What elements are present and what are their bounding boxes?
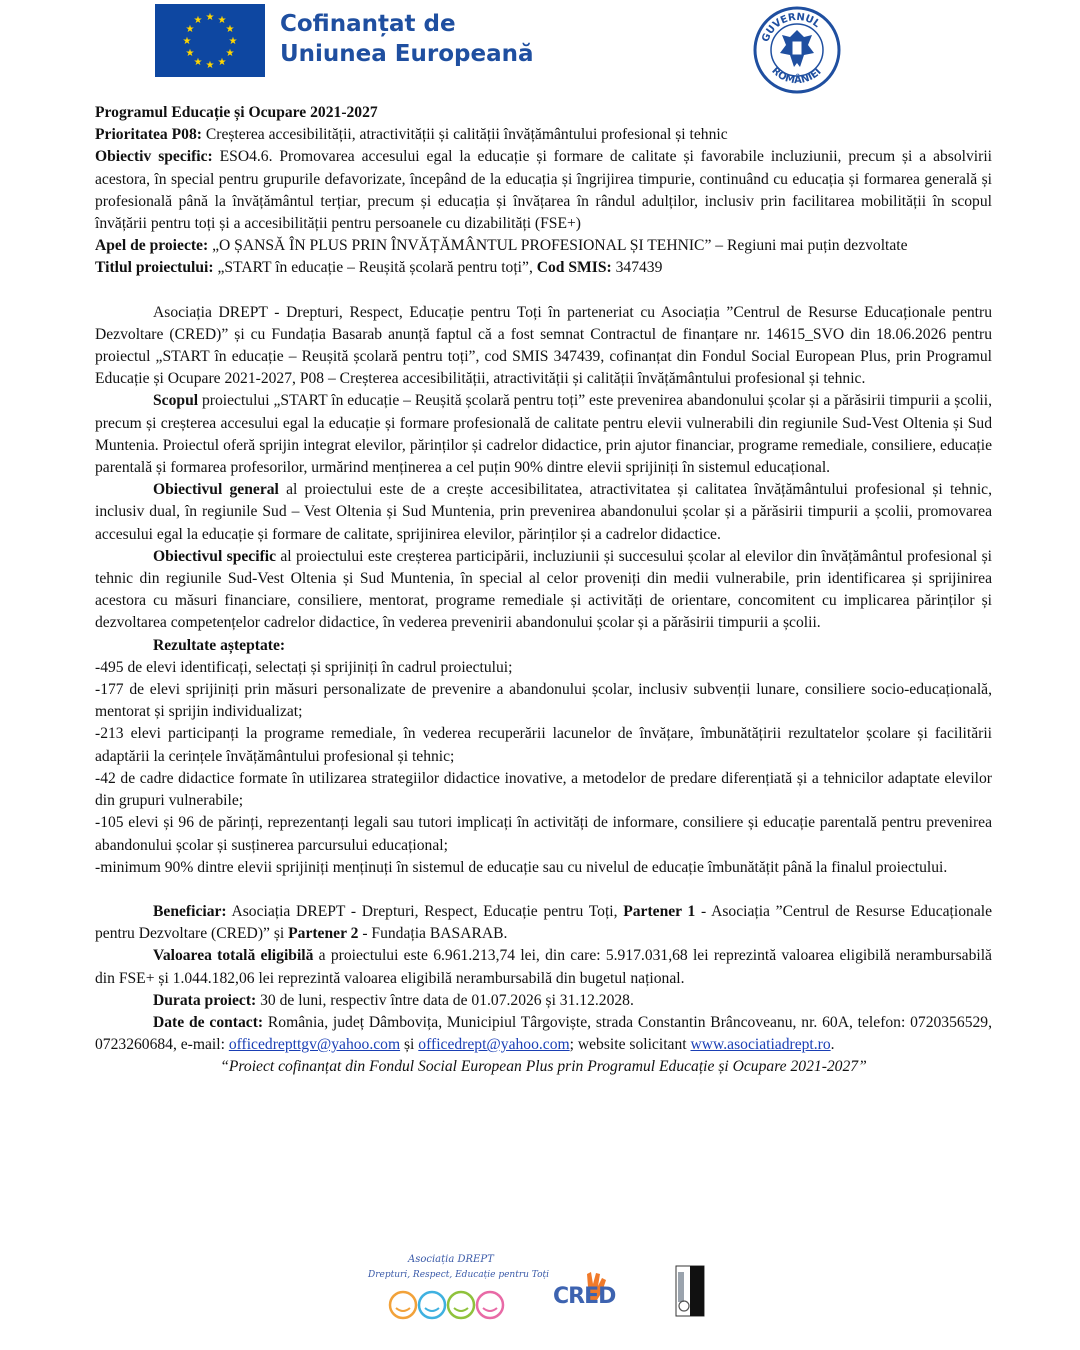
objective-line [95, 146, 992, 235]
program-title: Programul Educație și Ocupare 2021-2027 [95, 104, 378, 121]
svg-text:★: ★ [228, 36, 238, 47]
call-text: „O ȘANSĂ ÎN PLUS PRIN ÎNVĂȚĂMÂNTUL PROFESIONAL ȘI TEHNIC” – Regiuni mai puțin dezvoltate [208, 237, 908, 255]
value-text: a proiectului este 6.961.213,74 lei, din care: 5.917.031,68 lei reprezintă valoarea eligibilă nerambursabilă din FSE+ și 1.044.182,06 lei reprezintă valoarea eligibilă nerambursabilă din bugetul național. [95, 947, 992, 987]
objective-label: Obiectiv specific: [95, 148, 213, 166]
period: . [830, 1036, 835, 1054]
basarab-logo [672, 1262, 708, 1320]
general-objective-text: al proiectului este de a crește accesibilitatea, atractivitatea și calitatea învățământului profesional și tehnic, inclusiv dual, în regiunile Sud – Vest Oltenia și Sud Muntenia, prin prevenirea abandonului școlar și a părăsirii timpurii a școlii, promovarea accesului egal la educație și formare de calitate, sprijinirea elevilor, părinților și a cadrelor didactice. [95, 481, 992, 543]
eu-logo-line2: Uniunea Europeană [280, 41, 534, 67]
cofinancing-quote: “Proiect cofinanțat din Fondul Social European Plus prin Programul Educație și Ocupare 2021-2027” [220, 1058, 867, 1076]
results-heading [95, 635, 992, 657]
contact-paragraph [95, 1012, 992, 1056]
general-objective-label: Obiectivul general [153, 481, 279, 499]
svg-text:★: ★ [217, 15, 227, 26]
priority-text: Creșterea accesibilității, atractivității și calității învățământului profesional și tehnic [201, 126, 728, 144]
email-link-1[interactable]: officedrepttgv@yahoo.com [228, 1036, 401, 1054]
header [0, 0, 1080, 96]
result-item: -495 de elevi identificați, selectați și sprijiniți în cadrul proiectului; [95, 658, 513, 676]
general-objective-paragraph [95, 479, 992, 546]
contact-text: România, județ Dâmbovița, Municipiul Târgoviște, strada Constantin Brâncoveanu, nr. 60A, telefon: 0720356529, 0723260684, e-mail: [95, 1013, 992, 1054]
romanian-government-seal-icon [752, 5, 842, 95]
partner2-label: Partener 2 [288, 925, 359, 943]
partner2-text: - Fundația BASARAB. [358, 925, 508, 943]
partner1-text: - Asociația ”Centrul de Resurse Educaționale pentru Dezvoltare (CRED)” și [95, 902, 992, 943]
contact-label: Date de contact: [153, 1013, 264, 1031]
intro-paragraph: Asociația DREPT - Drepturi, Respect, Educație pentru Toți în parteneriat cu Asociația ”Centrul de Resurse Educaționale pentru Dezvoltare (CRED)” și cu Fundația Basarab anunță faptul că a fost semnat Contractul de finanțare nr. 14615_SVO din 18.06.2026 pentru proiectul „START în educație – Reușită școlară pentru toți”, cod SMIS 347439, cofinanțat din Fondul Social European Plus, prin Programul Educație și Ocupare 2021-2027, P08 – Creșterea accesibilității, atractivității și calității învățământului profesional și tehnic. [95, 303, 992, 388]
objective-text: ESO4.6. Promovarea accesului egal la educație și formare de calitate și favorabile incluziunii, precum și a absolvirii acestora, în special pentru grupurile defavorizate, începând de la educația și îngrijirea timpurie, continuând cu educația și formarea generală și profesională până la învățământul terțiar, precum și educația și învățarea în rândul adulților, inclusiv prin facilitarea mobilității în scopul învățării pentru toți și a accesibilității pentru persoanele cu dizabilități (FSE+) [95, 148, 992, 233]
eu-flag-icon [155, 4, 265, 77]
svg-text:★: ★ [193, 15, 203, 26]
svg-text:★: ★ [182, 36, 192, 47]
cred-logo [553, 1270, 633, 1316]
call-line [95, 235, 992, 257]
announcement-text [95, 102, 992, 1079]
svg-text:★: ★ [193, 57, 203, 68]
project-title-text: „START în educație – Reușită școlară pentru toți”, [213, 259, 537, 277]
spacer [95, 879, 992, 901]
result-item: -105 elevi și 96 de părinți, reprezentanți legali sau tutori implicați în activități de informare, consiliere și educație parentală pentru prevenirea abandonului școlar și susținerea parcursului educațional; [95, 814, 992, 854]
scope-paragraph [95, 390, 992, 479]
eu-logo-line1: Cofinanțat de [280, 11, 456, 37]
results-label: Rezultate așteptate: [153, 636, 286, 654]
svg-text:★: ★ [217, 57, 227, 68]
cred-logo-text: CRED [553, 1284, 616, 1309]
smis-code: 347439 [611, 259, 663, 277]
priority-label: Prioritatea P08: [95, 126, 202, 144]
result-item: -177 de elevi sprijiniți prin măsuri personalizate de prevenire a abandonului școlar, inclusiv subvenții lunare, consiliere socio-educațională, mentorat și sprijin individualizat; [95, 681, 992, 721]
svg-text:★: ★ [185, 48, 195, 59]
svg-text:★: ★ [205, 60, 215, 71]
svg-text:★: ★ [225, 48, 235, 59]
svg-text:★: ★ [185, 24, 195, 35]
eu-cofinancing-logo [155, 2, 540, 78]
priority-line [95, 124, 992, 146]
smiley-faces-icon [388, 1288, 508, 1322]
program-heading [95, 102, 992, 124]
svg-text:★: ★ [225, 24, 235, 35]
website-label: ; website solicitant [569, 1036, 691, 1054]
result-item: -minimum 90% dintre elevii sprijiniți menținuți în sistemul de educație sau cu nivelul de educație îmbunătățit până la finalul proiectului. [95, 858, 948, 876]
value-label: Valoarea totală eligibilă [153, 947, 314, 965]
drept-logo-title: Asociația DREPT [408, 1254, 494, 1265]
partner1-label: Partener 1 [623, 902, 696, 920]
value-paragraph [95, 945, 992, 989]
beneficiary-label: Beneficiar: [153, 902, 227, 920]
scope-label: Scopul [153, 392, 199, 410]
svg-text:GUVERNUL: GUVERNUL [760, 11, 822, 44]
basarab-emblem-icon [672, 1262, 708, 1320]
email-link-2[interactable]: officedrept@yahoo.com [418, 1036, 570, 1054]
drept-logo [364, 1254, 550, 1324]
duration-text: 30 de luni, respectiv între data de 01.07.2026 și 31.12.2028. [256, 991, 634, 1009]
call-label: Apel de proiecte: [95, 237, 209, 255]
smis-label: Cod SMIS: [536, 259, 612, 277]
spacer [95, 280, 992, 302]
duration-paragraph [95, 990, 992, 1012]
specific-objective-label: Obiectivul specific [153, 547, 277, 565]
drept-logo-subtitle: Drepturi, Respect, Educație pentru Toți [368, 1270, 550, 1280]
footer-logos [0, 1250, 1080, 1330]
duration-label: Durata proiect: [153, 991, 257, 1009]
specific-objective-paragraph [95, 546, 992, 635]
svg-text:★: ★ [205, 12, 215, 23]
project-title-label: Titlul proiectului: [95, 259, 214, 277]
project-title-line [95, 257, 992, 279]
result-item: -213 elevi participanți la programe remediale, în vederea recuperării lacunelor de învățare, îmbunătățirii rezultatelor școlare și facilitării adaptării la cerințele învățământului profesional și tehnic; [95, 725, 992, 765]
specific-objective-text: al proiectului este creșterea participării, incluziunii și succesului școlar al elevilor din învățământul profesional și tehnic din regiunile Sud-Vest Oltenia și Sud Muntenia, în special al celor proveniți din medii vulnerabile, prin identificarea și sprijinirea acestora cu măsuri financiare, consiliere, mentorat, programe remediale și activități de orientare, concomitent cu implicarea părinților și dezvoltarea competențelor cadrelor didactice, în vederea prevenirii abandonului școlar și a părăsirii timpurii a școlii. [95, 547, 992, 632]
conjunction: și [400, 1036, 419, 1054]
scope-text: proiectului „START în educație – Reușită școlară pentru toți” este prevenirea abandonului școlar și a părăsirii timpurii a școlii, precum și creșterea accesului egal la educație și formare profesională de calitate pentru elevii vulnerabili din regiunile Sud-Vest Oltenia și Sud Muntenia. Proiectul oferă sprijin integrat elevilor, părinților și cadrelor didactice, prin ajutor financiar, programe remediale, consiliere, educație parentală și formarea profesorilor, urmărind menținerea a cel puțin 90% dintre elevii sprijiniți în sistemul educațional. [95, 392, 992, 477]
beneficiary-text: Asociația DREPT - Drepturi, Respect, Educație pentru Toți, [226, 902, 624, 920]
eu-logo-text [280, 9, 534, 69]
website-link[interactable]: www.asociatiadrept.ro [690, 1036, 831, 1054]
beneficiary-paragraph [95, 901, 992, 945]
svg-text:ROMÂNIEI: ROMÂNIEI [769, 65, 824, 87]
result-item: -42 de cadre didactice formate în utilizarea strategiilor didactice inovative, a metodelor de predare diferențiată și a tehnicilor adaptate elevilor din grupuri vulnerabile; [95, 769, 992, 810]
